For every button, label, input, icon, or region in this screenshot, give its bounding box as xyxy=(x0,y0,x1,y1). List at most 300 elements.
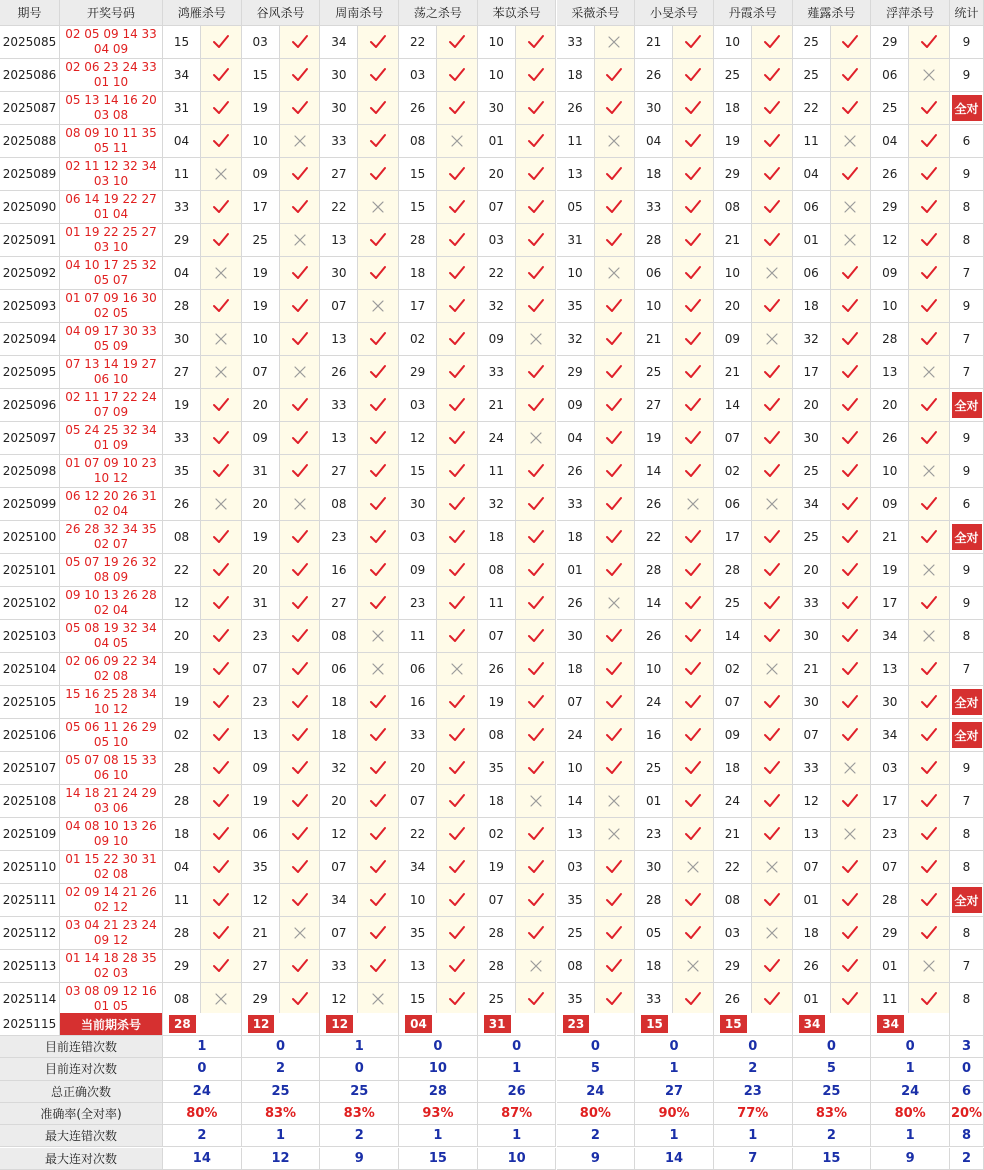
kill-correct-mark xyxy=(201,785,242,818)
kill-correct-mark xyxy=(831,323,872,356)
kill-number: 20 xyxy=(163,620,201,653)
kill-correct-mark xyxy=(831,158,872,191)
kill-correct-mark xyxy=(437,356,478,389)
kill-correct-mark xyxy=(595,224,636,257)
kill-number: 04 xyxy=(793,158,831,191)
kill-number: 30 xyxy=(557,620,595,653)
check-icon xyxy=(527,859,545,875)
cross-icon xyxy=(212,166,230,182)
kill-number: 10 xyxy=(871,455,909,488)
back-numbers: 02 04 xyxy=(93,504,129,518)
kill-number: 15 xyxy=(242,59,280,92)
check-icon xyxy=(684,67,702,83)
check-icon xyxy=(920,133,938,149)
check-icon xyxy=(291,34,309,50)
check-icon xyxy=(369,760,387,776)
kill-correct-mark xyxy=(280,554,321,587)
kill-wrong-mark xyxy=(831,125,872,158)
kill-correct-mark xyxy=(595,719,636,752)
period-cell: 2025104 xyxy=(0,653,60,686)
kill-number: 19 xyxy=(242,257,280,290)
check-icon xyxy=(527,760,545,776)
kill-wrong-mark xyxy=(280,488,321,521)
kill-number: 08 xyxy=(714,191,752,224)
check-icon xyxy=(763,364,781,380)
kill-number: 29 xyxy=(163,224,201,257)
cross-icon xyxy=(291,364,309,380)
kill-correct-mark xyxy=(516,884,557,917)
kill-number: 33 xyxy=(557,488,595,521)
kill-number: 33 xyxy=(557,26,595,59)
kill-number: 12 xyxy=(320,983,358,1016)
kill-number: 07 xyxy=(714,686,752,719)
kill-correct-mark xyxy=(831,389,872,422)
check-icon xyxy=(920,199,938,215)
draw-numbers-cell xyxy=(60,389,163,422)
check-icon xyxy=(212,628,230,644)
kill-correct-mark xyxy=(831,521,872,554)
correct-count: 9 xyxy=(950,455,984,488)
kill-number: 03 xyxy=(714,917,752,950)
kill-correct-mark xyxy=(516,92,557,125)
kill-correct-mark xyxy=(831,917,872,950)
front-numbers: 02 06 23 24 33 xyxy=(65,60,157,74)
kill-wrong-mark xyxy=(752,323,793,356)
check-icon xyxy=(605,694,623,710)
kill-correct-mark xyxy=(516,818,557,851)
kill-correct-mark xyxy=(673,290,714,323)
check-icon xyxy=(527,661,545,677)
check-icon xyxy=(369,67,387,83)
kill-number: 02 xyxy=(163,719,201,752)
kill-number: 01 xyxy=(871,950,909,983)
stat-label: 目前连对次数 xyxy=(0,1058,163,1080)
kill-number: 18 xyxy=(478,521,516,554)
kill-number: 03 xyxy=(478,224,516,257)
kill-number: 01 xyxy=(793,983,831,1016)
stat-value: 83% xyxy=(793,1103,872,1125)
kill-number: 22 xyxy=(635,521,673,554)
kill-number: 18 xyxy=(635,158,673,191)
kill-correct-mark xyxy=(831,59,872,92)
back-numbers: 02 05 xyxy=(93,306,129,320)
check-icon xyxy=(369,397,387,413)
kill-number: 07 xyxy=(793,851,831,884)
cross-icon xyxy=(605,34,623,50)
kill-correct-mark xyxy=(280,785,321,818)
check-icon xyxy=(605,232,623,248)
front-numbers: 06 12 20 26 31 xyxy=(65,489,157,503)
period-cell: 2025089 xyxy=(0,158,60,191)
check-icon xyxy=(841,364,859,380)
check-icon xyxy=(841,595,859,611)
kill-correct-mark xyxy=(752,818,793,851)
correct-count: 9 xyxy=(950,26,984,59)
kill-number: 07 xyxy=(399,785,437,818)
kill-number: 32 xyxy=(557,323,595,356)
stat-value: 83% xyxy=(242,1103,321,1125)
kill-number: 23 xyxy=(399,587,437,620)
check-icon xyxy=(448,760,466,776)
kill-correct-mark xyxy=(752,587,793,620)
cross-icon xyxy=(448,133,466,149)
kill-number: 21 xyxy=(714,818,752,851)
kill-correct-mark xyxy=(201,455,242,488)
kill-number: 10 xyxy=(399,884,437,917)
kill-correct-mark xyxy=(201,752,242,785)
correct-count: 7 xyxy=(950,785,984,818)
kill-number: 14 xyxy=(714,620,752,653)
kill-number: 18 xyxy=(399,257,437,290)
kill-correct-mark xyxy=(595,554,636,587)
cross-icon xyxy=(763,331,781,347)
draw-numbers-cell xyxy=(60,752,163,785)
kill-correct-mark xyxy=(358,587,399,620)
back-numbers: 01 10 xyxy=(93,75,129,89)
stat-value: 0 xyxy=(399,1036,478,1058)
kill-correct-mark xyxy=(437,59,478,92)
cross-icon xyxy=(763,496,781,512)
kill-number: 24 xyxy=(714,785,752,818)
draw-numbers-cell xyxy=(60,92,163,125)
check-icon xyxy=(527,463,545,479)
check-icon xyxy=(369,562,387,578)
check-icon xyxy=(448,595,466,611)
back-numbers: 08 09 xyxy=(93,570,129,584)
kill-number: 26 xyxy=(478,653,516,686)
cross-icon xyxy=(841,760,859,776)
draw-numbers-cell xyxy=(60,719,163,752)
check-icon xyxy=(291,694,309,710)
kill-number: 33 xyxy=(163,191,201,224)
kill-number: 20 xyxy=(242,389,280,422)
cross-icon xyxy=(291,133,309,149)
kill-correct-mark xyxy=(358,950,399,983)
stat-value: 1 xyxy=(478,1125,557,1147)
kill-number: 03 xyxy=(399,389,437,422)
check-icon xyxy=(212,562,230,578)
kill-number: 03 xyxy=(242,26,280,59)
check-icon xyxy=(684,232,702,248)
check-icon xyxy=(369,430,387,446)
kill-correct-mark xyxy=(516,389,557,422)
kill-number: 09 xyxy=(557,389,595,422)
cross-icon xyxy=(527,958,545,974)
check-icon xyxy=(763,166,781,182)
kill-number: 25 xyxy=(793,521,831,554)
kill-correct-mark xyxy=(909,257,950,290)
all-right-badge-cell xyxy=(950,686,984,719)
stat-value: 15 xyxy=(793,1148,872,1170)
kill-correct-mark xyxy=(909,818,950,851)
back-numbers: 01 09 xyxy=(93,438,129,452)
kill-number: 30 xyxy=(871,686,909,719)
kill-number: 13 xyxy=(793,818,831,851)
draw-numbers-cell xyxy=(60,785,163,818)
kill-number: 17 xyxy=(871,785,909,818)
draw-numbers-cell xyxy=(60,26,163,59)
check-icon xyxy=(448,67,466,83)
kill-number: 26 xyxy=(163,488,201,521)
kill-correct-mark xyxy=(437,389,478,422)
kill-correct-mark xyxy=(909,92,950,125)
current-count-empty xyxy=(950,1013,984,1036)
check-icon xyxy=(684,166,702,182)
kill-number: 02 xyxy=(399,323,437,356)
kill-correct-mark xyxy=(831,983,872,1016)
kill-correct-mark xyxy=(516,851,557,884)
check-icon xyxy=(448,430,466,446)
period-cell: 2025100 xyxy=(0,521,60,554)
check-icon xyxy=(291,397,309,413)
kill-correct-mark xyxy=(280,818,321,851)
kill-correct-mark xyxy=(437,257,478,290)
kill-correct-mark xyxy=(516,620,557,653)
kill-correct-mark xyxy=(516,752,557,785)
kill-correct-mark xyxy=(673,686,714,719)
kill-number: 30 xyxy=(478,92,516,125)
cross-icon xyxy=(605,793,623,809)
kill-correct-mark xyxy=(595,488,636,521)
check-icon xyxy=(763,892,781,908)
check-icon xyxy=(684,331,702,347)
check-icon xyxy=(212,727,230,743)
kill-wrong-mark xyxy=(437,125,478,158)
kill-correct-mark xyxy=(909,125,950,158)
cross-icon xyxy=(291,925,309,941)
kill-number: 09 xyxy=(871,488,909,521)
kill-correct-mark xyxy=(201,620,242,653)
kill-correct-mark xyxy=(752,26,793,59)
correct-count: 9 xyxy=(950,158,984,191)
kill-number: 23 xyxy=(242,686,280,719)
period-cell: 2025085 xyxy=(0,26,60,59)
kill-number: 06 xyxy=(793,257,831,290)
check-icon xyxy=(605,298,623,314)
back-numbers: 02 03 xyxy=(93,966,129,980)
check-icon xyxy=(605,67,623,83)
kill-correct-mark xyxy=(201,884,242,917)
kill-correct-mark xyxy=(752,356,793,389)
kill-number: 09 xyxy=(242,422,280,455)
check-icon xyxy=(763,463,781,479)
check-icon xyxy=(605,397,623,413)
kill-number: 15 xyxy=(399,983,437,1016)
kill-number: 28 xyxy=(635,884,673,917)
kill-correct-mark xyxy=(358,92,399,125)
kill-correct-mark xyxy=(909,851,950,884)
check-icon xyxy=(448,727,466,743)
all-right-badge: 全对 xyxy=(952,887,982,913)
current-kill-badge: 34 xyxy=(799,1015,826,1033)
kill-number: 04 xyxy=(871,125,909,158)
front-numbers: 05 06 11 26 29 xyxy=(65,720,157,734)
kill-wrong-mark xyxy=(752,257,793,290)
cross-icon xyxy=(684,859,702,875)
kill-correct-mark xyxy=(437,92,478,125)
kill-correct-mark xyxy=(358,125,399,158)
kill-number: 18 xyxy=(163,818,201,851)
kill-number: 07 xyxy=(478,884,516,917)
kill-number: 09 xyxy=(478,323,516,356)
kill-number: 17 xyxy=(714,521,752,554)
kill-number: 12 xyxy=(871,224,909,257)
check-icon xyxy=(212,793,230,809)
check-icon xyxy=(684,826,702,842)
front-numbers: 05 07 19 26 32 xyxy=(65,555,157,569)
kill-correct-mark xyxy=(201,191,242,224)
check-icon xyxy=(369,595,387,611)
kill-correct-mark xyxy=(831,950,872,983)
all-right-badge: 全对 xyxy=(952,689,982,715)
front-numbers: 05 08 19 32 34 xyxy=(65,621,157,635)
check-icon xyxy=(448,232,466,248)
draw-numbers-cell xyxy=(60,653,163,686)
kill-number: 14 xyxy=(635,455,673,488)
cross-icon xyxy=(763,925,781,941)
back-numbers: 02 07 xyxy=(93,537,129,551)
check-icon xyxy=(448,562,466,578)
check-icon xyxy=(527,265,545,281)
kill-correct-mark xyxy=(673,92,714,125)
stat-value: 1 xyxy=(635,1058,714,1080)
kill-number: 25 xyxy=(635,356,673,389)
current-kill-badge: 12 xyxy=(326,1015,353,1033)
check-icon xyxy=(605,331,623,347)
kill-number: 13 xyxy=(557,818,595,851)
kill-number: 04 xyxy=(163,851,201,884)
kill-correct-mark xyxy=(909,686,950,719)
kill-number: 28 xyxy=(871,884,909,917)
kill-correct-mark xyxy=(358,257,399,290)
kill-number: 13 xyxy=(399,950,437,983)
kill-number: 20 xyxy=(478,158,516,191)
cross-icon xyxy=(920,562,938,578)
kill-wrong-mark xyxy=(595,785,636,818)
stat-label: 准确率(全对率) xyxy=(0,1103,163,1125)
check-icon xyxy=(763,562,781,578)
cross-icon xyxy=(920,463,938,479)
correct-count: 8 xyxy=(950,917,984,950)
kill-correct-mark xyxy=(673,752,714,785)
kill-correct-mark xyxy=(595,455,636,488)
kill-number: 33 xyxy=(320,125,358,158)
check-icon xyxy=(841,265,859,281)
stat-value: 2 xyxy=(793,1125,872,1147)
back-numbers: 04 09 xyxy=(93,42,129,56)
kill-number: 20 xyxy=(320,785,358,818)
current-kill-badge: 04 xyxy=(405,1015,432,1033)
check-icon xyxy=(291,595,309,611)
stat-value: 77% xyxy=(714,1103,793,1125)
current-kill-badge: 12 xyxy=(248,1015,275,1033)
kill-correct-mark xyxy=(909,521,950,554)
kill-wrong-mark xyxy=(909,455,950,488)
correct-count: 8 xyxy=(950,851,984,884)
stat-value: 0 xyxy=(242,1036,321,1058)
draw-numbers-cell xyxy=(60,554,163,587)
kill-correct-mark xyxy=(673,356,714,389)
stat-value: 0 xyxy=(557,1036,636,1058)
check-icon xyxy=(527,925,545,941)
check-icon xyxy=(212,34,230,50)
back-numbers: 06 10 xyxy=(93,372,129,386)
check-icon xyxy=(841,397,859,413)
kill-correct-mark xyxy=(752,125,793,158)
kill-number: 30 xyxy=(163,323,201,356)
kill-correct-mark xyxy=(358,752,399,785)
check-icon xyxy=(212,892,230,908)
correct-count: 7 xyxy=(950,257,984,290)
check-icon xyxy=(920,925,938,941)
kill-number: 33 xyxy=(793,587,831,620)
cross-icon xyxy=(841,826,859,842)
check-icon xyxy=(605,529,623,545)
kill-number: 25 xyxy=(793,26,831,59)
kill-correct-mark xyxy=(358,389,399,422)
kill-wrong-mark xyxy=(831,818,872,851)
kill-correct-mark xyxy=(437,26,478,59)
check-icon xyxy=(448,496,466,512)
stat-total: 8 xyxy=(950,1125,984,1147)
check-icon xyxy=(527,232,545,248)
back-numbers: 05 10 xyxy=(93,735,129,749)
check-icon xyxy=(369,529,387,545)
kill-number: 28 xyxy=(871,323,909,356)
kill-number: 31 xyxy=(242,455,280,488)
kill-correct-mark xyxy=(673,455,714,488)
check-icon xyxy=(684,694,702,710)
front-numbers: 01 19 22 25 27 xyxy=(65,225,157,239)
kill-correct-mark xyxy=(280,686,321,719)
kill-number: 25 xyxy=(478,983,516,1016)
kill-correct-mark xyxy=(673,653,714,686)
kill-wrong-mark xyxy=(280,125,321,158)
period-cell: 2025088 xyxy=(0,125,60,158)
kill-correct-mark xyxy=(201,587,242,620)
check-icon xyxy=(763,397,781,413)
kill-number: 33 xyxy=(320,950,358,983)
kill-correct-mark xyxy=(673,587,714,620)
kill-number: 18 xyxy=(714,92,752,125)
kill-correct-mark xyxy=(595,983,636,1016)
kill-number: 25 xyxy=(242,224,280,257)
check-icon xyxy=(920,166,938,182)
stat-value: 87% xyxy=(478,1103,557,1125)
cross-icon xyxy=(605,133,623,149)
kill-correct-mark xyxy=(831,257,872,290)
back-numbers: 03 10 xyxy=(93,240,129,254)
stat-value: 10 xyxy=(399,1058,478,1080)
kill-number: 08 xyxy=(163,983,201,1016)
kill-number: 26 xyxy=(557,587,595,620)
kill-number: 35 xyxy=(557,290,595,323)
kill-number: 16 xyxy=(320,554,358,587)
kill-correct-mark xyxy=(831,290,872,323)
kill-correct-mark xyxy=(673,257,714,290)
kill-number: 25 xyxy=(871,92,909,125)
front-numbers: 01 07 09 16 30 xyxy=(65,291,157,305)
kill-correct-mark xyxy=(673,26,714,59)
correct-count: 9 xyxy=(950,752,984,785)
kill-correct-mark xyxy=(437,917,478,950)
kill-correct-mark xyxy=(831,686,872,719)
kill-correct-mark xyxy=(516,455,557,488)
stat-value: 2 xyxy=(557,1125,636,1147)
kill-number: 34 xyxy=(163,59,201,92)
kill-correct-mark xyxy=(909,488,950,521)
stat-label: 目前连错次数 xyxy=(0,1036,163,1058)
